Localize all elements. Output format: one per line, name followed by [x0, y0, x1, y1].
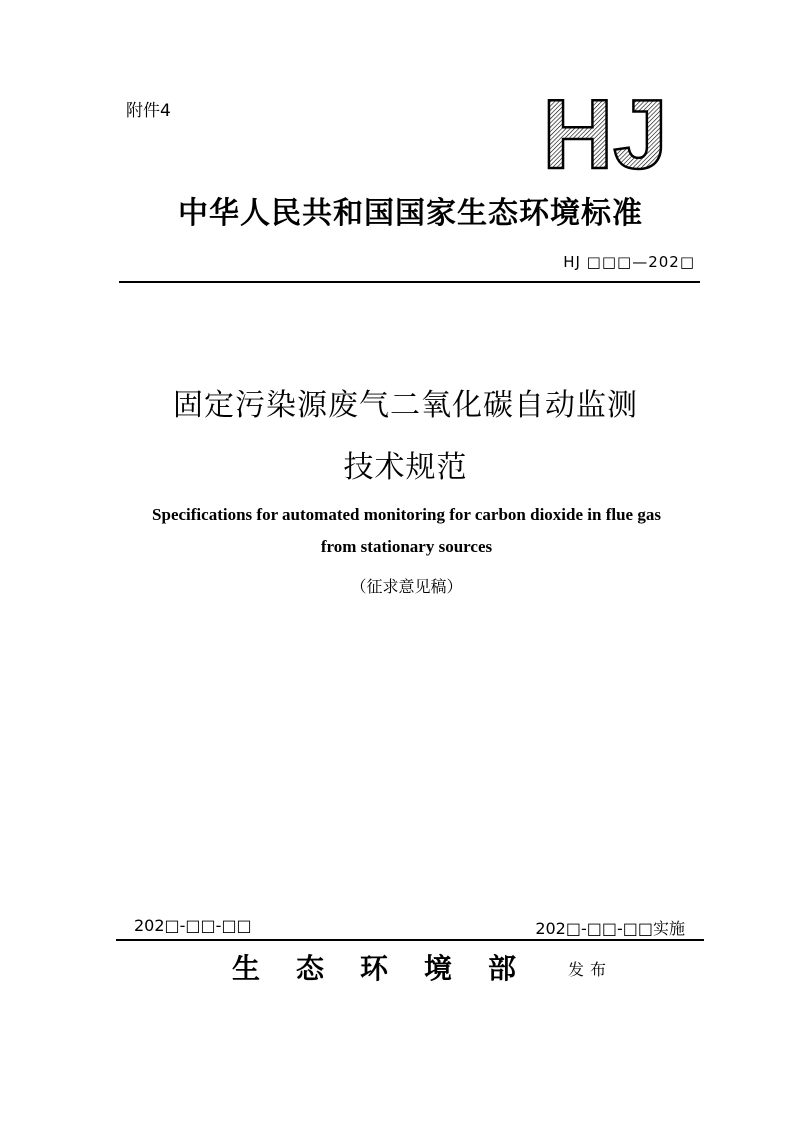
footer-divider [116, 939, 704, 941]
chinese-title-line-2: 技术规范 [343, 450, 468, 485]
hj-standard-logo [530, 92, 680, 174]
national-standard-title: 中华人民共和国国家生态环境标准 [178, 196, 643, 231]
english-title-line-2: from stationary sources [320, 537, 493, 556]
attachment-label: 附件4 [126, 101, 171, 121]
logo-text: HJ [542, 92, 668, 174]
draft-status-note: （征求意见稿） [350, 577, 463, 596]
issuing-authority: 生态环境部 [232, 952, 553, 985]
issue-date: 202□-□□-□□ [134, 916, 252, 935]
header-divider [119, 281, 700, 283]
chinese-title-line-1: 固定污染源废气二氧化碳自动监测 [173, 388, 638, 423]
publish-label: 发布 [568, 960, 613, 979]
english-title-line-1: Specifications for automated monitoring for carbon dioxide in flue gas [152, 505, 661, 524]
standard-number: HJ □□□—202□ [563, 253, 695, 271]
implementation-date: 202□-□□-□□实施 [535, 919, 685, 938]
